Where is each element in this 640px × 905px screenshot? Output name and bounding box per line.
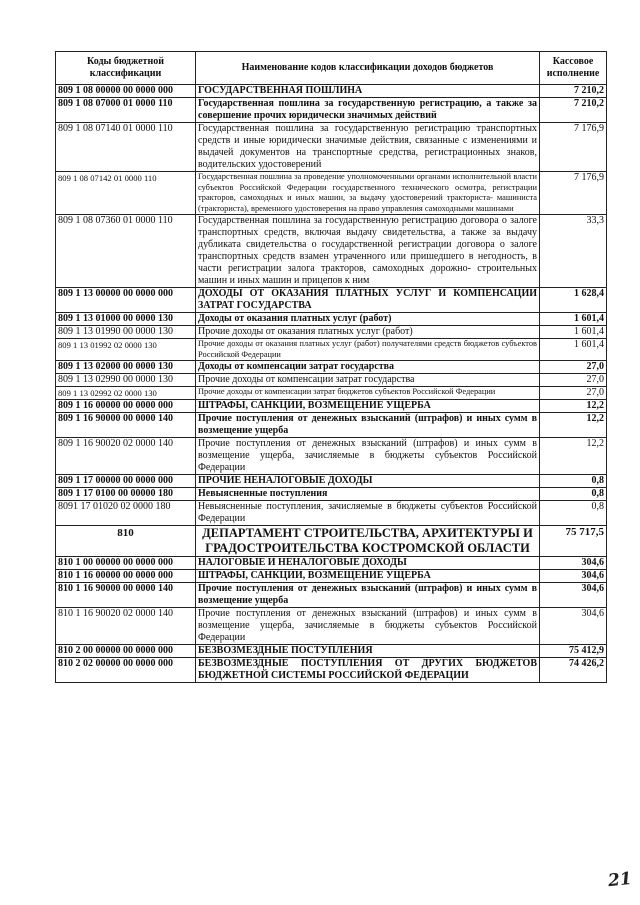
table-row <box>56 339 607 361</box>
table-row <box>56 608 607 645</box>
table-row <box>56 387 607 400</box>
table-row <box>56 326 607 339</box>
row-amount: 74 426,2 <box>540 658 607 683</box>
row-code: 809 1 17 0100 00 00000 180 <box>56 488 196 501</box>
row-code: 809 1 16 90020 02 0000 140 <box>56 438 196 475</box>
row-code: 810 1 16 90000 00 0000 140 <box>56 583 196 608</box>
row-code: 810 1 16 00000 00 0000 000 <box>56 570 196 583</box>
row-name: Государственная пошлина за проведение уполномоченными органами исполнительной власти субъектов Российской Федерации государственного технического осмотра, регистрации тракторов, самоходных и иных машин, за выдачу удостоверений тракториста- машиниста (тракториста), временного удостоверения на право управления самоходными машинами <box>196 172 540 215</box>
table-row <box>56 123 607 172</box>
row-code: 809 1 16 00000 00 0000 000 <box>56 400 196 413</box>
table-row <box>56 583 607 608</box>
row-amount: 33,3 <box>540 215 607 288</box>
table-row <box>56 501 607 526</box>
department-row <box>56 526 607 557</box>
table-row <box>56 658 607 683</box>
row-name: ДОХОДЫ ОТ ОКАЗАНИЯ ПЛАТНЫХ УСЛУГ И КОМПЕНСАЦИИ ЗАТРАТ ГОСУДАРСТВА <box>196 288 540 313</box>
row-name: Государственная пошлина за государственную регистрацию транспортных средств и иные юридически значимые действия, связанные с изменениями и выдачей документов на транспортные средства, регистрационных знаков, водительских удостоверений <box>196 123 540 172</box>
table-row <box>56 361 607 374</box>
row-name: Государственная пошлина за государственную регистрацию, а также за совершение прочих юридически значимых действий <box>196 98 540 123</box>
row-amount: 304,6 <box>540 570 607 583</box>
row-code: 810 2 00 00000 00 0000 000 <box>56 645 196 658</box>
row-code: 809 1 13 01990 00 0000 130 <box>56 326 196 339</box>
row-name: Государственная пошлина за государственную регистрацию договора о залоге транспортных средств, включая выдачу свидетельства, а также за выдачу дубликата свидетельства о государственной регистрации договора о залоге транспортных средств взамен утраченного или пришедшего в негодность, в части регистрации залога тракторов, самоходных дорожно- строительных машин и иных машин и прицепов к ним <box>196 215 540 288</box>
row-name: Прочие поступления от денежных взысканий (штрафов) и иных сумм в возмещение ущерба, зачисляемые в бюджеты субъектов Российской Федерации <box>196 608 540 645</box>
row-name: Доходы от оказания платных услуг (работ) <box>196 313 540 326</box>
row-code: 809 1 13 02990 00 0000 130 <box>56 374 196 387</box>
row-code: 810 2 02 00000 00 0000 000 <box>56 658 196 683</box>
row-amount: 12,2 <box>540 438 607 475</box>
row-name: Прочие доходы от оказания платных услуг (работ) получателями средств бюджетов субъектов Российской Федерации <box>196 339 540 361</box>
department-code: 810 <box>56 526 196 557</box>
row-code: 809 1 08 07000 01 0000 110 <box>56 98 196 123</box>
header-code: Коды бюджетной классификации <box>56 52 196 85</box>
table-row <box>56 215 607 288</box>
row-name: Прочие доходы от компенсации затрат бюджетов субъектов Российской Федерации <box>196 387 540 400</box>
row-code: 809 1 16 90000 00 0000 140 <box>56 413 196 438</box>
table-row <box>56 475 607 488</box>
row-amount: 27,0 <box>540 374 607 387</box>
row-code: 809 1 13 01992 02 0000 130 <box>56 339 196 361</box>
row-name: Прочие поступления от денежных взысканий (штрафов) и иных сумм в возмещение ущерба, зачисляемые в бюджеты субъектов Российской Федерации <box>196 438 540 475</box>
row-name: БЕЗВОЗМЕЗДНЫЕ ПОСТУПЛЕНИЯ <box>196 645 540 658</box>
row-amount: 12,2 <box>540 413 607 438</box>
row-name: ШТРАФЫ, САНКЦИИ, ВОЗМЕЩЕНИЕ УЩЕРБА <box>196 400 540 413</box>
row-name: БЕЗВОЗМЕЗДНЫЕ ПОСТУПЛЕНИЯ ОТ ДРУГИХ БЮДЖЕТОВ БЮДЖЕТНОЙ СИСТЕМЫ РОССИЙСКОЙ ФЕДЕРАЦИИ <box>196 658 540 683</box>
row-amount: 7 176,9 <box>540 172 607 215</box>
row-amount: 0,8 <box>540 488 607 501</box>
table-row <box>56 557 607 570</box>
row-code: 809 1 13 01000 00 0000 130 <box>56 313 196 326</box>
row-amount: 1 628,4 <box>540 288 607 313</box>
table-row <box>56 374 607 387</box>
row-name: Невыясненные поступления, зачисляемые в бюджеты субъектов Российской Федерации <box>196 501 540 526</box>
budget-table <box>55 51 607 683</box>
row-amount: 27,0 <box>540 387 607 400</box>
row-amount: 1 601,4 <box>540 339 607 361</box>
row-name: ГОСУДАРСТВЕННАЯ ПОШЛИНА <box>196 85 540 98</box>
row-amount: 7 176,9 <box>540 123 607 172</box>
row-code: 809 1 08 07140 01 0000 110 <box>56 123 196 172</box>
row-code: 810 1 00 00000 00 0000 000 <box>56 557 196 570</box>
header-name: Наименование кодов классификации доходов бюджетов <box>196 52 540 85</box>
row-name: НАЛОГОВЫЕ И НЕНАЛОГОВЫЕ ДОХОДЫ <box>196 557 540 570</box>
row-name: ШТРАФЫ, САНКЦИИ, ВОЗМЕЩЕНИЕ УЩЕРБА <box>196 570 540 583</box>
table-row <box>56 645 607 658</box>
table-row <box>56 570 607 583</box>
row-code: 809 1 08 00000 00 0000 000 <box>56 85 196 98</box>
row-amount: 0,8 <box>540 501 607 526</box>
table-row <box>56 288 607 313</box>
row-amount: 27,0 <box>540 361 607 374</box>
table-row <box>56 413 607 438</box>
table-row <box>56 98 607 123</box>
table-row <box>56 85 607 98</box>
row-name: Доходы от компенсации затрат государства <box>196 361 540 374</box>
table-row <box>56 172 607 215</box>
row-name: ПРОЧИЕ НЕНАЛОГОВЫЕ ДОХОДЫ <box>196 475 540 488</box>
row-code: 809 1 13 00000 00 0000 000 <box>56 288 196 313</box>
row-amount: 304,6 <box>540 583 607 608</box>
header-amount: Кассовое исполнение <box>540 52 607 85</box>
row-name: Прочие доходы от компенсации затрат государства <box>196 374 540 387</box>
row-amount: 7 210,2 <box>540 98 607 123</box>
row-amount: 0,8 <box>540 475 607 488</box>
row-code: 809 1 17 00000 00 0000 000 <box>56 475 196 488</box>
row-code: 810 1 16 90020 02 0000 140 <box>56 608 196 645</box>
table-row <box>56 313 607 326</box>
row-name: Прочие поступления от денежных взысканий (штрафов) и иных сумм в возмещение ущерба <box>196 583 540 608</box>
table-row <box>56 488 607 501</box>
row-code: 809 1 08 07142 01 0000 110 <box>56 172 196 215</box>
row-amount: 12,2 <box>540 400 607 413</box>
row-code: 809 1 13 02000 00 0000 130 <box>56 361 196 374</box>
table-row <box>56 438 607 475</box>
row-name: Прочие доходы от оказания платных услуг (работ) <box>196 326 540 339</box>
page-number: 21 <box>607 868 633 892</box>
row-amount: 304,6 <box>540 608 607 645</box>
row-code: 8091 17 01020 02 0000 180 <box>56 501 196 526</box>
row-code: 809 1 13 02992 02 0000 130 <box>56 387 196 400</box>
table-header-row <box>56 52 607 85</box>
table-row <box>56 400 607 413</box>
row-amount: 7 210,2 <box>540 85 607 98</box>
row-amount: 1 601,4 <box>540 313 607 326</box>
row-amount: 1 601,4 <box>540 326 607 339</box>
row-amount: 75 412,9 <box>540 645 607 658</box>
row-name: Невыясненные поступления <box>196 488 540 501</box>
row-amount: 304,6 <box>540 557 607 570</box>
row-name: Прочие поступления от денежных взысканий (штрафов) и иных сумм в возмещение ущерба <box>196 413 540 438</box>
department-name: ДЕПАРТАМЕНТ СТРОИТЕЛЬСТВА, АРХИТЕКТУРЫ И ГРАДОСТРОИТЕЛЬСТВА КОСТРОМСКОЙ ОБЛАСТИ <box>196 526 540 557</box>
department-amount: 75 717,5 <box>540 526 607 557</box>
row-code: 809 1 08 07360 01 0000 110 <box>56 215 196 288</box>
